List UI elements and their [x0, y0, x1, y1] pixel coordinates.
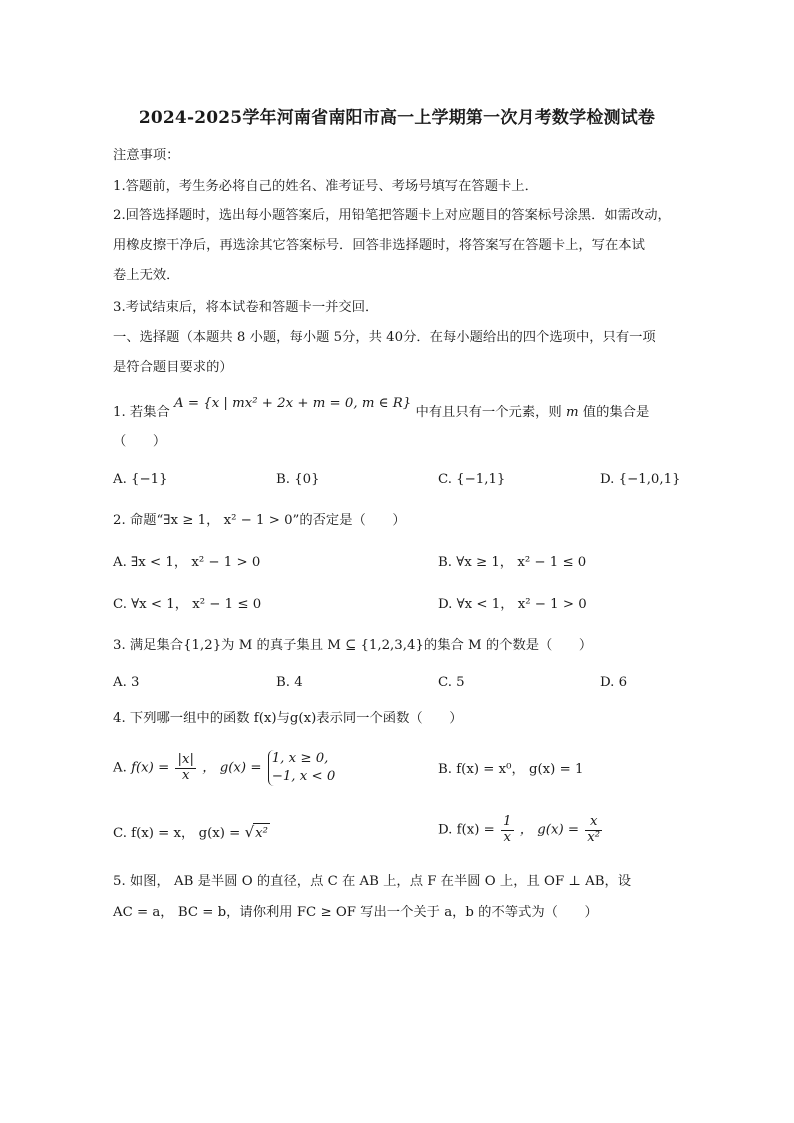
- question-1-option-a: A. {−1}: [113, 472, 168, 487]
- case-line-2: −1, x < 0: [271, 769, 336, 784]
- question-4-option-d-fraction-2: [585, 815, 602, 845]
- notice-heading: 注意事项：: [113, 148, 180, 163]
- question-1-prefix: 1. 若集合: [113, 405, 170, 420]
- question-5-line-2: AC = a， BC = b，请你利用 FC ≥ OF 写出一个关于 a，b 的不等式为（ ）: [113, 905, 598, 920]
- question-4-option-a-label: A.: [113, 760, 127, 776]
- question-3-stem: 3. 满足集合{1,2}为 M 的真子集且 M ⊆ {1,2,3,4}的集合 M 的个数是（ ）: [113, 638, 593, 653]
- question-1-var: m: [565, 405, 579, 420]
- question-5-line-1: 5. 如图， AB 是半圆 O 的直径，点 C 在 AB 上，点 F 在半圆 O 上，且 OF ⊥ AB，设: [113, 874, 632, 889]
- question-4-option-a-cases: [268, 750, 336, 786]
- fraction-numerator: 1: [503, 814, 512, 829]
- question-1-stem: [113, 396, 650, 423]
- question-1-suffix-1: 中有且只有一个元素，则: [415, 405, 562, 420]
- question-4-option-d-g: ， g(x) =: [519, 822, 580, 838]
- section-1-line-1: 一、选择题（本题共 8 小题，每小题 5分，共 40分．在每小题给出的四个选项中，只有一项: [113, 330, 656, 345]
- question-1-option-b: B. {0}: [276, 472, 320, 487]
- question-1-paren: （ ）: [113, 434, 167, 449]
- question-2-stem: 2. 命题“∃x ≥ 1， x² − 1 > 0”的否定是（ ）: [113, 513, 406, 528]
- question-4-option-d-fraction-1: [501, 815, 513, 845]
- page-title: 2024-2025学年河南省南阳市高一上学期第一次月考数学检测试卷: [138, 108, 656, 128]
- fraction-denominator: x: [503, 829, 512, 845]
- notice-item-2-line-2: 用橡皮擦干净后，再选涂其它答案标号．回答非选择题时，将答案写在答题卡上，写在本试: [113, 238, 645, 253]
- question-3-option-b: B. 4: [276, 675, 303, 690]
- question-1-option-c: C. {−1,1}: [438, 472, 506, 487]
- fraction-denominator: x²: [587, 829, 601, 845]
- question-4-option-b: B. f(x) = x⁰， g(x) = 1: [438, 762, 584, 777]
- fraction-denominator: x: [181, 767, 190, 783]
- question-2-option-c: C. ∀x < 1， x² − 1 ≤ 0: [113, 597, 262, 612]
- notice-item-3: 3.考试结束后，将本试卷和答题卡一并交回．: [113, 300, 379, 315]
- question-4-option-a-g: ， g(x) =: [202, 760, 262, 776]
- fraction-numerator: x: [585, 815, 602, 831]
- question-4-option-a-f: f(x) =: [131, 760, 170, 776]
- question-3-option-d: D. 6: [600, 675, 628, 690]
- question-4-option-c: [113, 822, 270, 844]
- notice-item-2-line-1: 2.回答选择题时，选出每小题答案后，用铅笔把答题卡上对应题目的答案标号涂黑．如需改动，: [113, 208, 671, 223]
- question-1-suffix-2: 值的集合是: [582, 405, 650, 420]
- section-1-line-2: 是符合题目要求的）: [113, 360, 233, 375]
- question-1-option-d: D. {−1,0,1}: [600, 472, 681, 487]
- question-4-option-d-label: D. f(x) =: [438, 822, 495, 838]
- question-2-option-a: A. ∃x < 1， x² − 1 > 0: [113, 555, 261, 570]
- question-2-option-d: D. ∀x < 1， x² − 1 > 0: [438, 597, 587, 612]
- question-2-option-b: B. ∀x ≥ 1， x² − 1 ≤ 0: [438, 555, 587, 570]
- question-1-set: A = {x | mx² + 2x + m = 0, m ∈ R}: [174, 396, 412, 411]
- notice-item-1: 1.答题前，考生务必将自己的姓名、准考证号、考场号填写在答题卡上．: [113, 179, 538, 194]
- case-line-1: 1, x ≥ 0,: [271, 751, 329, 766]
- question-3-option-a: A. 3: [113, 675, 140, 690]
- sqrt-icon: √: [244, 823, 255, 841]
- question-3-option-c: C. 5: [438, 675, 465, 690]
- sqrt-radicand: x²: [253, 823, 270, 844]
- question-4-option-a: [113, 750, 335, 786]
- fraction-numerator: |x|: [177, 751, 194, 767]
- notice-item-2-line-3: 卷上无效．: [113, 268, 180, 283]
- question-4-option-d: [438, 815, 604, 845]
- question-4-stem: 4. 下列哪一组中的函数 f(x)与g(x)表示同一个函数（ ）: [113, 711, 463, 726]
- question-4-option-c-text: C. f(x) = x， g(x) =: [113, 826, 241, 841]
- question-4-option-a-fraction: [175, 753, 195, 783]
